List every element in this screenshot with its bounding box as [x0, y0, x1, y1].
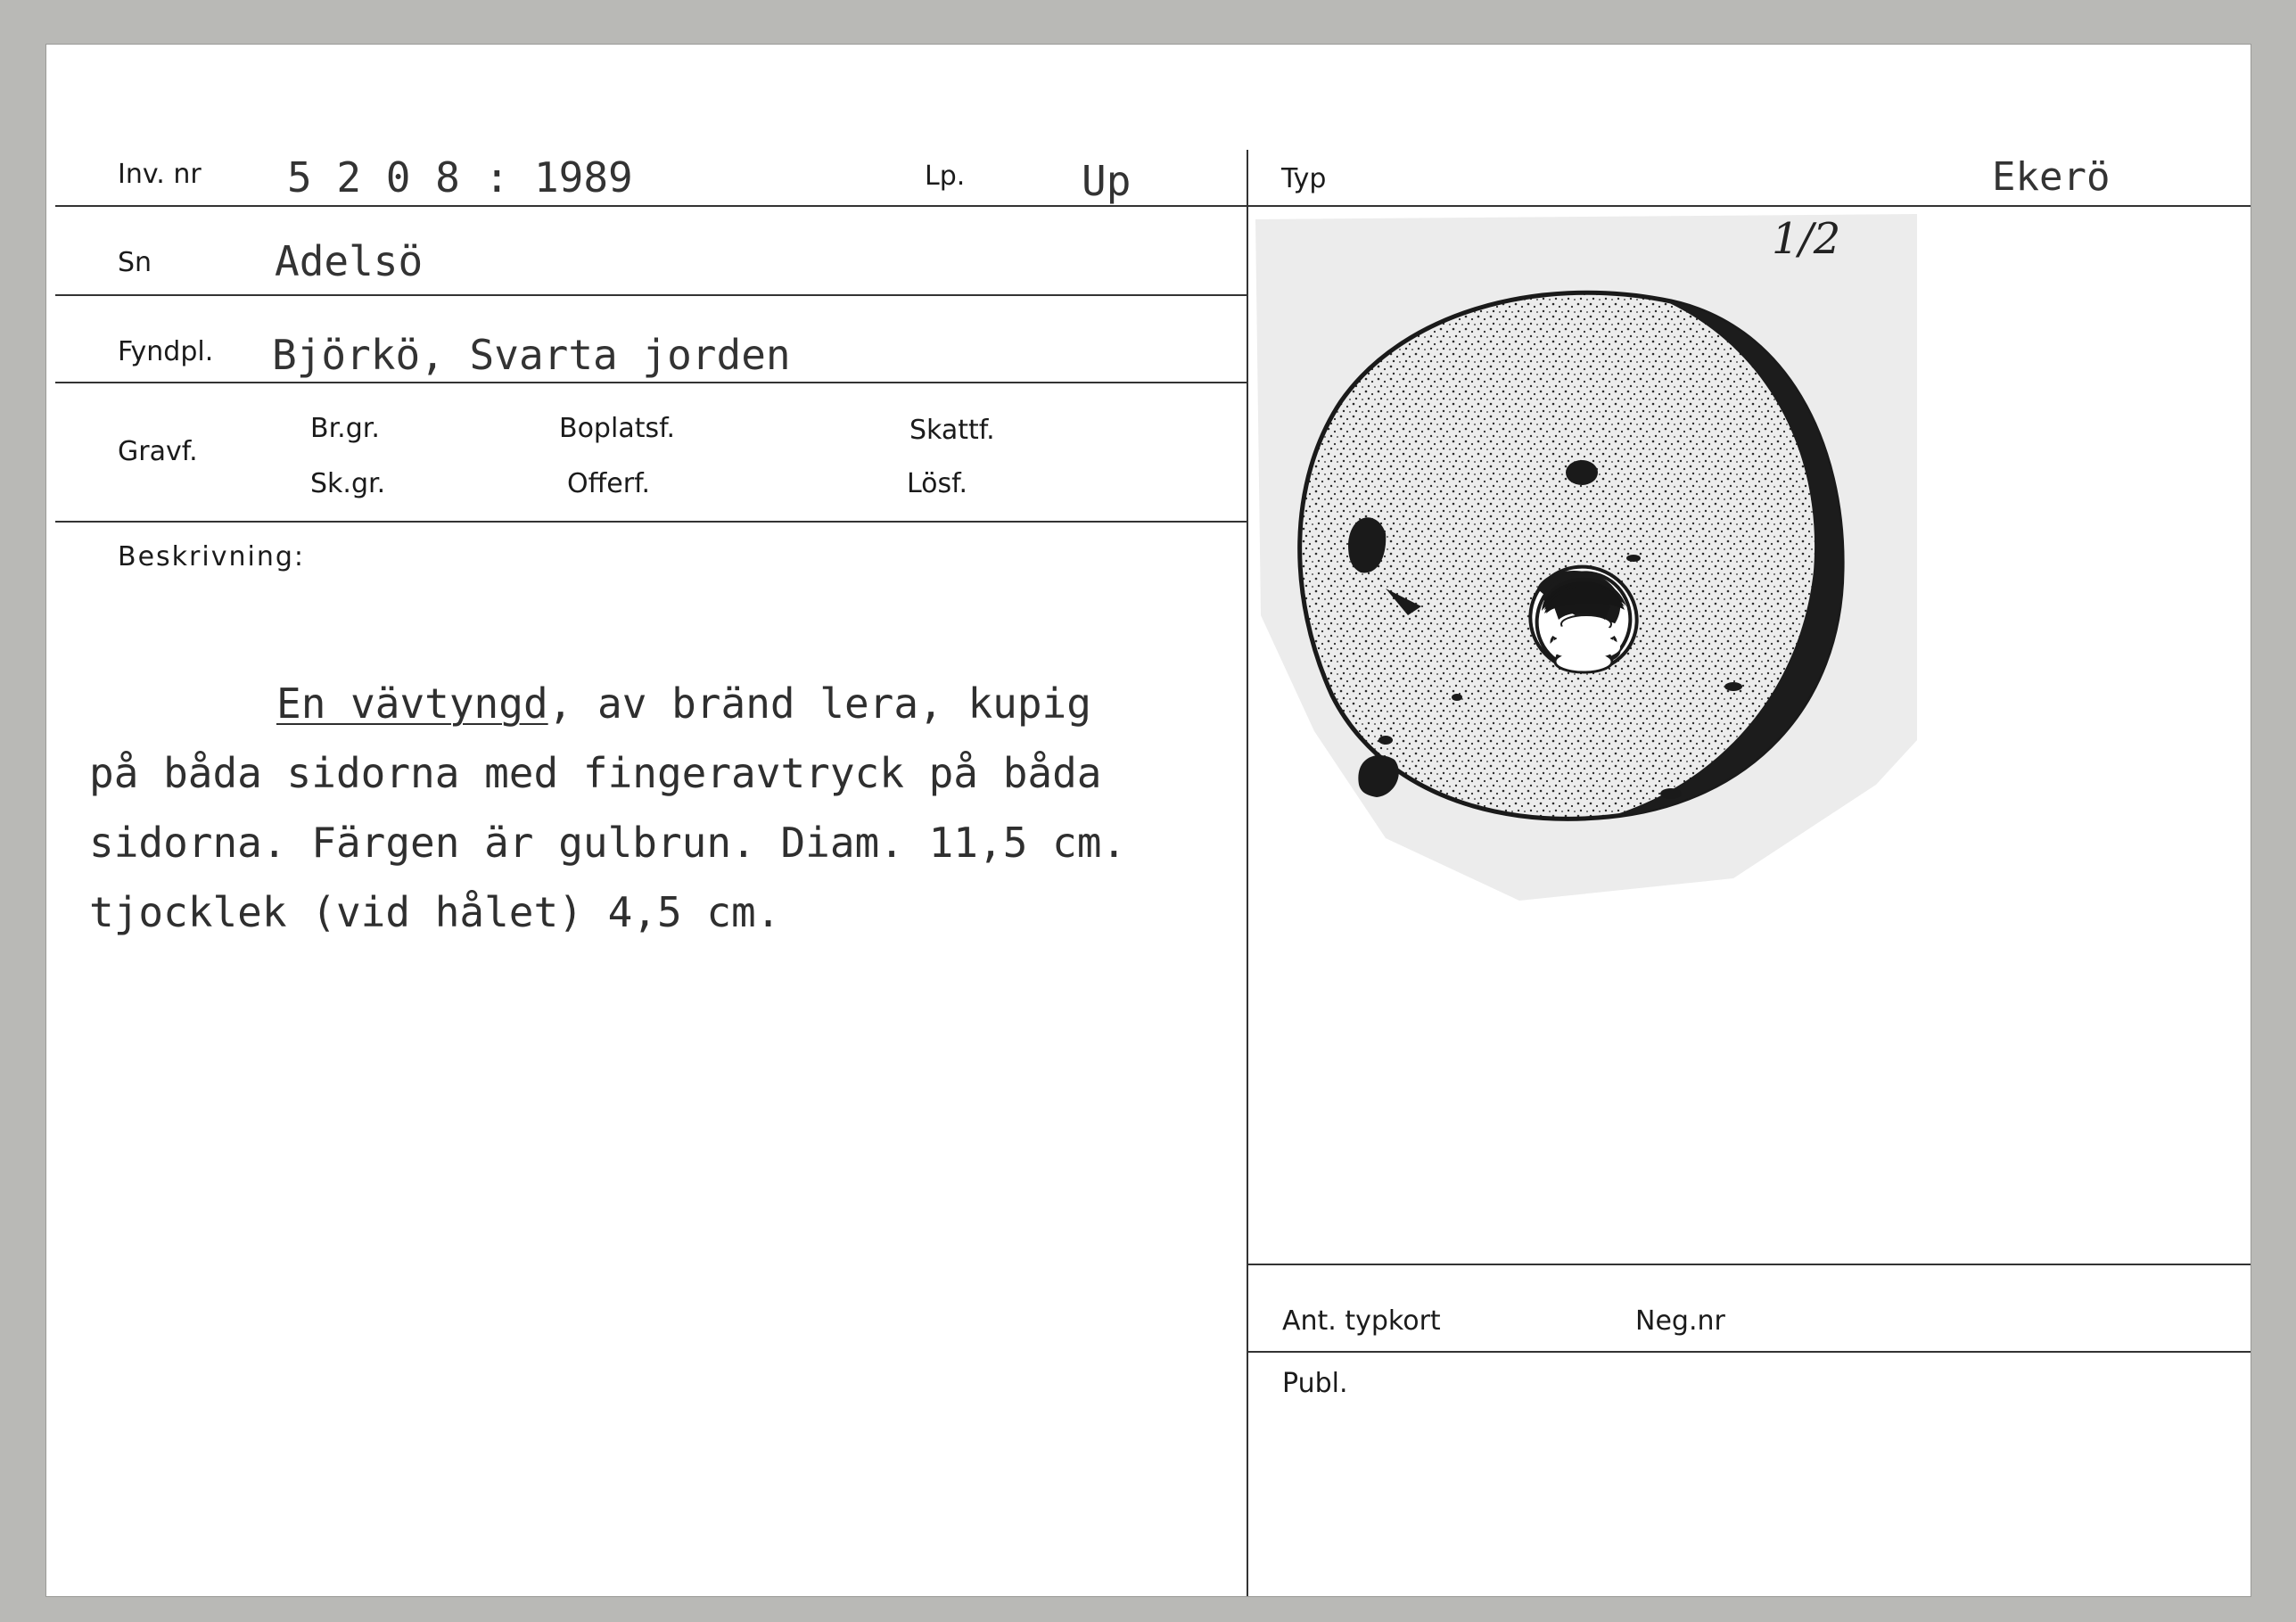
rule [55, 382, 1247, 383]
sn-value: Adelsö [275, 237, 424, 285]
publ-label: Publ. [1282, 1368, 1348, 1399]
rule [1248, 205, 2251, 207]
offerf-label: Offerf. [567, 468, 650, 499]
losf-label: Lösf. [907, 468, 968, 499]
fyndpl-value: Björkö, Svarta jorden [272, 331, 791, 379]
ant-typkort-label: Ant. typkort [1282, 1305, 1441, 1337]
scale-note: 1/2 [1772, 214, 1841, 264]
skgr-label: Sk.gr. [310, 468, 386, 499]
catalog-card [46, 45, 2251, 1596]
description-line-1: , av bränd lera, kupig [547, 679, 1091, 728]
inv-nr-label: Inv. nr [118, 159, 202, 190]
inv-nr-value: 5 2 0 8 : 1989 [287, 153, 633, 202]
rule [55, 205, 1247, 207]
description-lead: En vävtyngd [276, 679, 548, 728]
rule [55, 294, 1247, 296]
rule [55, 521, 1247, 523]
description-line-4: tjocklek (vid hålet) 4,5 cm. [89, 888, 781, 936]
boplatsf-label: Boplatsf. [559, 413, 676, 444]
loom-weight-illustration [1252, 214, 1921, 901]
rule [1248, 1264, 2251, 1265]
gravf-label: Gravf. [118, 436, 198, 467]
fyndpl-label: Fyndpl. [118, 336, 214, 367]
lp-label: Lp. [925, 161, 966, 192]
neg-nr-label: Neg.nr [1635, 1305, 1725, 1337]
lp-value: Up [1082, 157, 1132, 205]
beskrivning-label: Beskrivning: [118, 541, 305, 572]
typ-value: Ekerö [1992, 154, 2111, 200]
description-line-2: på båda sidorna med fingeravtryck på båda [89, 749, 1102, 797]
skattf-label: Skattf. [909, 415, 995, 446]
sn-label: Sn [118, 247, 152, 278]
rule [1248, 1351, 2251, 1353]
brgr-label: Br.gr. [310, 413, 380, 444]
description-text [89, 669, 1248, 947]
typ-label: Typ [1281, 163, 1327, 194]
description-line-3: sidorna. Färgen är gulbrun. Diam. 11,5 cm. [89, 819, 1127, 867]
